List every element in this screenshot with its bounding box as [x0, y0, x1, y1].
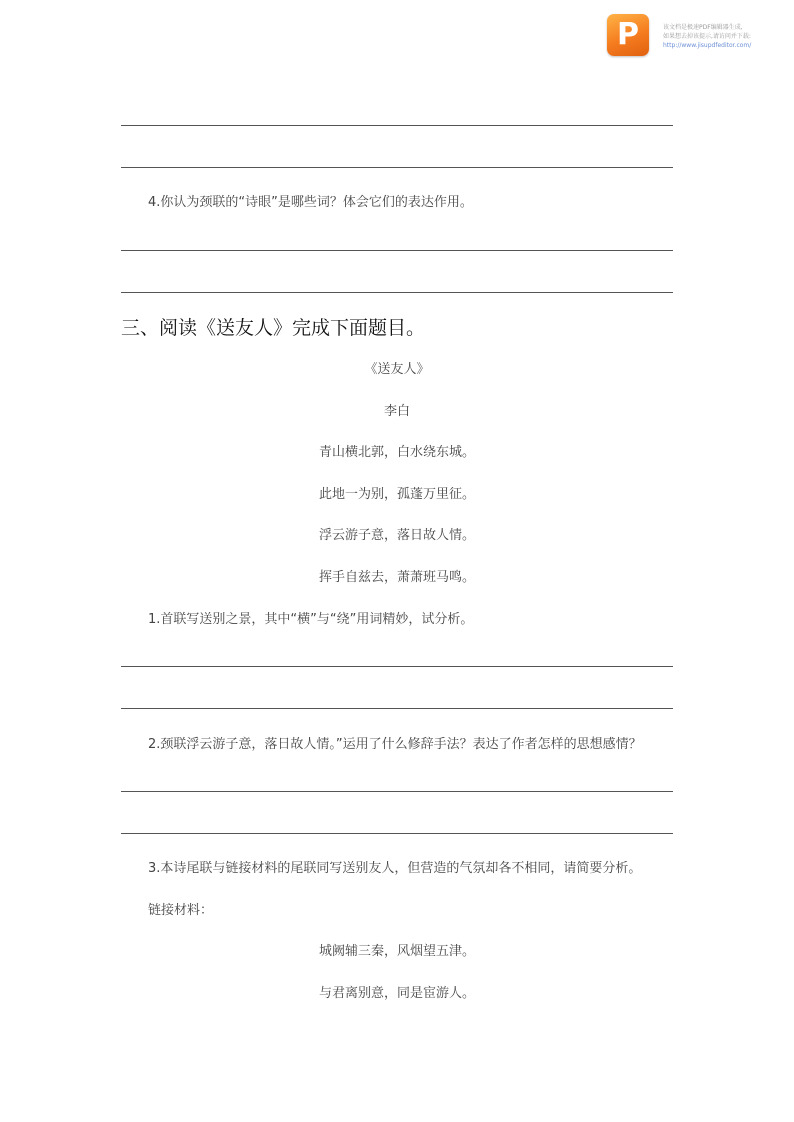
question-1: 1.首联写送别之景，其中“横”与“绕”用词精妙，试分析。 [148, 612, 474, 627]
link-line-1: 城阙辅三秦，风烟望五津。 [318, 944, 475, 959]
poem-author: 李白 [383, 404, 410, 419]
watermark-line-1: 该文档是极速PDF编辑器生成, [663, 24, 743, 31]
answer-line [121, 708, 673, 709]
answer-line [121, 833, 673, 834]
pdf-editor-logo-icon [607, 14, 649, 56]
poem-line-4: 挥手自兹去，萧萧班马鸣。 [318, 570, 475, 585]
answer-line [121, 791, 673, 792]
section-heading: 三、阅读《送友人》完成下面题目。 [121, 317, 426, 339]
answer-line [121, 125, 673, 126]
link-line-2: 与君离别意，同是宦游人。 [318, 986, 475, 1001]
poem-line-2: 此地一为别，孤蓬万里征。 [318, 487, 475, 502]
poem-line-1: 青山横北郭，白水绕东城。 [318, 445, 475, 460]
answer-line [121, 167, 673, 168]
watermark-line-2: 如果想去掉该提示,请访问并下载: [663, 33, 751, 40]
question-2: 2.颈联浮云游子意，落日故人情。”运用了什么修辞手法？表达了作者怎样的思想感情？ [148, 737, 642, 752]
answer-line [121, 250, 673, 251]
answer-line [121, 292, 673, 293]
logo-letter: P [617, 17, 639, 52]
link-material-label: 链接材料： [148, 903, 214, 918]
poem-line-3: 浮云游子意，落日故人情。 [318, 528, 475, 543]
question-3: 3.本诗尾联与链接材料的尾联同写送别友人，但营造的气氛却各不相同，请简要分析。 [148, 861, 642, 876]
question-4: 4.你认为颈联的“诗眼”是哪些词？体会它们的表达作用。 [148, 195, 473, 210]
watermark-link[interactable]: http://www.jisupdfeditor.com/ [663, 42, 752, 49]
answer-line [121, 666, 673, 667]
poem-title: 《送友人》 [364, 362, 430, 377]
